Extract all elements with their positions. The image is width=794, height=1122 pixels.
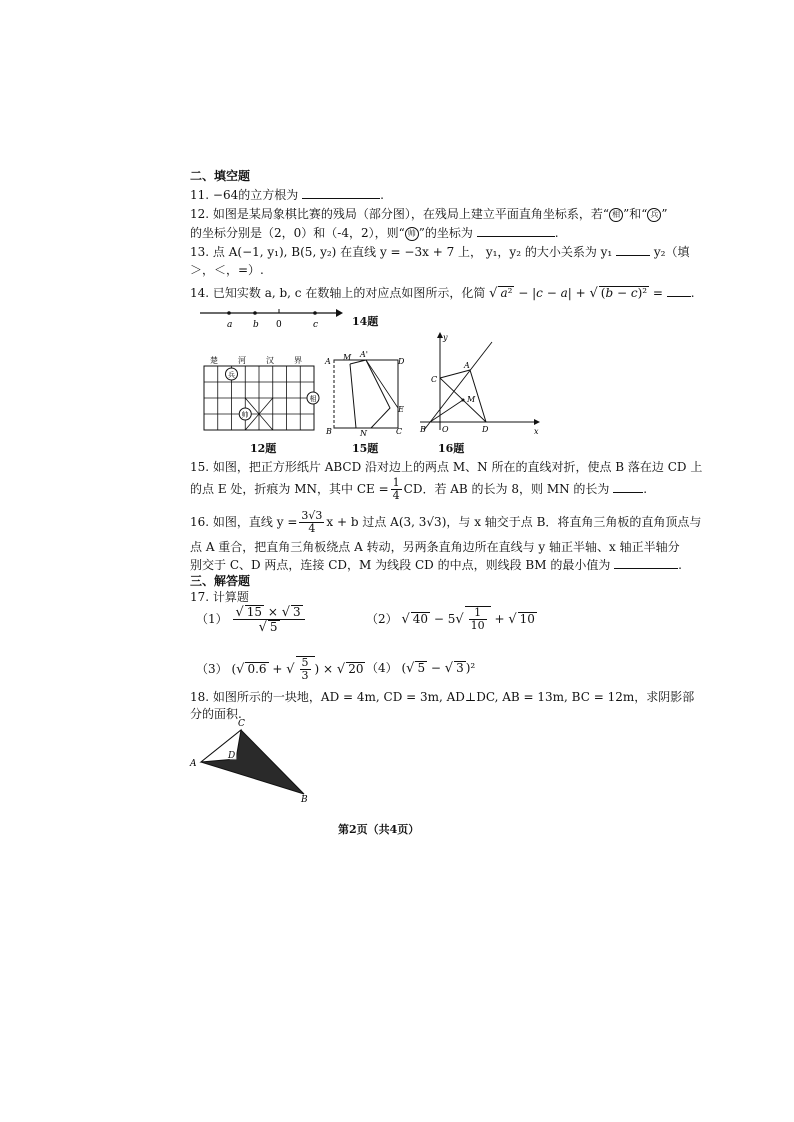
question-12-line2: 的坐标分别是（2，0）和（-4，2），则“ 帅 ”的坐标为 . [190, 226, 559, 240]
q14-text-b: = [652, 286, 663, 300]
q17-part2: （2） √ 40 − 5√ $\frac{1}{10}$ + √ 10 [366, 606, 535, 632]
q17-part1: （1） $\frac{√ 15 \times √ 3}{√ 5}$ [196, 604, 307, 634]
q12-text-d: 的坐标分别是（2，0）和（-4，2），则“ [190, 226, 405, 240]
fig18-label-D: D [228, 751, 236, 761]
question-12 [190, 206, 667, 222]
river-label-chu: 楚 [210, 356, 218, 365]
question-14: 14. 已知实数 a, b, c 在数轴上的对应点如图所示，化简 √ a² − |c − a| + √ (b − c)² = . [190, 286, 695, 301]
q12-number: 12. [190, 207, 210, 221]
q13-text-a: 点 A(−1, y₁), B(5, y₂) 在直线 y = −3x + 7 上， y₁，y₂ 的大小关系为 y₁ [212, 245, 613, 259]
fig18-label-A: A [190, 759, 197, 769]
q12-answer-blank[interactable] [477, 224, 555, 237]
q16-text-b: x + b 过点 A(3, 3√3)，与 x 轴交于点 B．将直角三角板的直角顶点与 [326, 515, 702, 529]
q11-text: −64的立方根为 [212, 188, 299, 202]
fig16-caption: 16题 [438, 442, 465, 455]
axis-label-c: c [313, 320, 319, 330]
fig15-label-M: M [343, 353, 352, 362]
q14-answer-blank[interactable] [667, 284, 691, 297]
q13-text-c: ＞，＜，=）. [190, 263, 264, 277]
q17-title: 17. 计算题 [190, 590, 249, 604]
shuai-piece-icon: 帅 [405, 227, 419, 241]
q13-text-b: y₂（填 [653, 245, 690, 259]
section-fill-blank-title: 二、填空题 [190, 169, 251, 183]
fig15-label-D: D [398, 357, 405, 366]
axis-label-b: b [253, 320, 259, 330]
xiang-piece-icon: 相 [609, 208, 623, 222]
q12-text-c: ” [661, 207, 668, 221]
fig16-label-O: O [442, 425, 449, 434]
fig14-caption: 14题 [352, 315, 379, 328]
fig12-caption: 12题 [250, 442, 277, 455]
q18-text-b: 分的面积. [190, 707, 242, 721]
axis-label-a: a [227, 320, 233, 330]
xiang-piece-label: 相 [309, 395, 317, 403]
point-c-marker [313, 311, 317, 315]
q14-number-line [198, 305, 343, 331]
question-13 [190, 243, 689, 260]
q17-part4-label: （4） [366, 661, 398, 675]
page-footer: 第2页（共4页） [338, 823, 420, 836]
fig15-label-A-prime: A' [360, 350, 368, 359]
q12-text-b: ”和“ [623, 207, 648, 221]
fig16-label-A: A [464, 361, 470, 370]
fig12-chess-board [200, 354, 320, 436]
question-16 [190, 508, 701, 536]
q16-text-c: 点 A 重合，把直角三角板绕点 A 转动，另两条直角边所在直线与 y 轴正半轴、x 轴正半轴分 [190, 540, 680, 554]
q12-text-a: 如图是某局象棋比赛的残局（部分图），在残局上建立平面直角坐标系，若“ [212, 207, 610, 221]
q17-part3-label: （3） [196, 662, 228, 676]
fig15-folded-square [322, 350, 408, 440]
q15-answer-blank[interactable] [613, 480, 643, 493]
question-15-line2: 的点 E 处，折痕为 MN，其中 CE = $\frac{1}{4}$ CD．若 AB 的长为 8，则 MN 的长为 . [190, 476, 648, 502]
fig15-label-A: A [325, 357, 331, 366]
q17-part2-label: （2） [366, 612, 398, 626]
q15-text-a: 15. 如图，把正方形纸片 ABCD 沿对边上的两点 M、N 所在的直线对折，使点 B 落在边 CD 上 [190, 460, 703, 474]
river-label-he: 河 [238, 356, 246, 365]
q16-y-label: y = [276, 515, 298, 529]
q13-number: 13. [190, 245, 210, 259]
question-11: 11. −64的立方根为 . [190, 188, 384, 202]
q13-answer-blank[interactable] [616, 243, 650, 256]
fig16-coordinate-figure [414, 330, 544, 438]
fig16-label-x: x [534, 427, 539, 436]
q15-ce-label: CE = [356, 482, 389, 496]
q15-fraction-den: 4 [392, 489, 400, 502]
fig16-label-D: D [482, 425, 489, 434]
river-label-jie: 界 [294, 356, 302, 365]
fig15-caption: 15题 [352, 442, 379, 455]
q16-answer-blank[interactable] [614, 556, 678, 569]
bing-piece-label: 兵 [228, 371, 235, 379]
fig15-label-E: E [398, 405, 404, 414]
q12-text-e: ”的坐标为 [418, 226, 473, 240]
q16-fraction-den: 4 [308, 522, 316, 535]
fig15-label-N: N [360, 429, 367, 438]
section-solve-title: 三、解答题 [190, 574, 251, 588]
river-label-han: 汉 [266, 356, 274, 365]
fig16-label-M: M [467, 395, 476, 404]
bing-piece-icon: 兵 [647, 208, 661, 222]
fig18-label-B: B [301, 795, 308, 805]
point-a-marker [227, 311, 231, 315]
q17-part4: （4） (√ 5 − √ 3 )² [366, 661, 476, 676]
fig16-label-B: B [420, 425, 426, 434]
q11-number: 11. [190, 188, 210, 202]
question-16-line3: 别交于 C、D 两点，连接 CD，M 为线段 CD 的中点，则线段 BM 的最小值为 . [190, 558, 682, 572]
q15-text-b: 的点 E 处，折痕为 MN，其中 [190, 482, 353, 496]
fig18-label-C: C [238, 719, 245, 729]
q15-text-c: CD．若 AB 的长为 8，则 MN 的长为 [403, 482, 610, 496]
q16-text-a: 16. 如图，直线 [190, 515, 273, 529]
q18-text-a: 18. 如图所示的一块地，AD = 4m, CD = 3m, AD⊥DC, AB = 13m, BC = 12m，求阴影部 [190, 690, 695, 704]
q16-fraction-num: 3√3 [301, 509, 323, 522]
fig16-label-C: C [431, 375, 438, 384]
axis-label-0: 0 [276, 320, 282, 330]
q14-text-a: 14. 已知实数 a, b, c 在数轴上的对应点如图所示，化简 [190, 286, 486, 300]
q17-part3: （3） (√ 0.6 + √ $\frac{5}{3}$ ) × √ 20 [196, 656, 364, 682]
fig18-shaded-triangle [186, 716, 316, 808]
q11-answer-blank[interactable] [302, 186, 380, 199]
point-b-marker [253, 311, 257, 315]
shuai-piece-label: 帅 [241, 411, 249, 419]
fig16-label-y: y [443, 333, 448, 342]
q17-part1-label: （1） [196, 612, 228, 626]
q15-fraction-num: 1 [392, 476, 400, 489]
fig15-label-B: B [326, 427, 332, 436]
q16-text-d: 别交于 C、D 两点，连接 CD，M 为线段 CD 的中点，则线段 BM 的最小值为 [190, 558, 611, 572]
fig15-label-C: C [396, 427, 403, 436]
